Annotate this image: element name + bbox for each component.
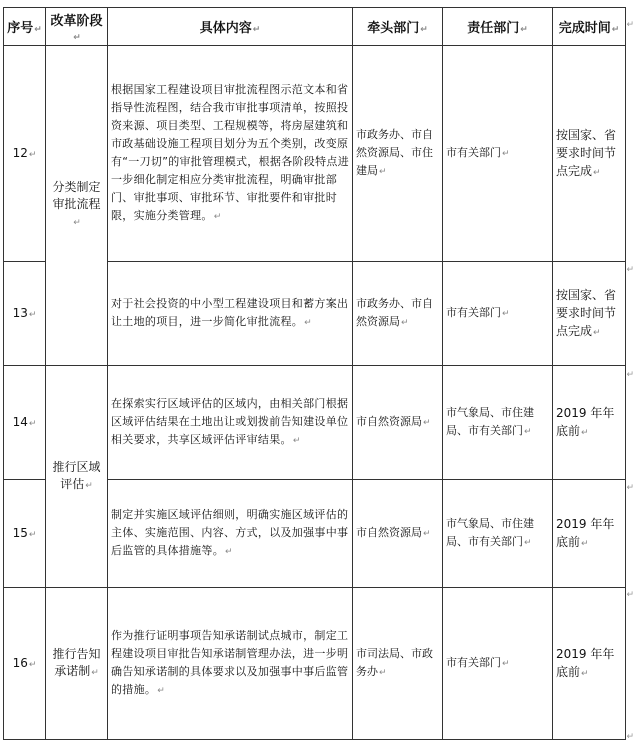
content-cell: 在探索实行区域评估的区域内，由相关部门根据区域评估结果在土地出让或划拨前告知建设单位相关要求，共享区域评估评审结果。↵	[108, 366, 353, 480]
row-number: 12↵	[4, 46, 46, 262]
row-number: 14↵	[4, 366, 46, 480]
content-cell: 作为推行证明事项告知承诺制试点城市，制定工程建设项目审批告知承诺制管理办法，进一步明确告知承诺制的具体要求以及加强事中事后监管的措施。↵	[108, 588, 353, 740]
row-end-mark: ↵	[626, 370, 634, 380]
table-row	[4, 46, 626, 262]
row-end-mark: ↵	[626, 590, 634, 600]
lead-dept-cell: 市政务办、市自然资源局↵	[353, 262, 443, 366]
resp-dept-cell: 市气象局、市住建局、市有关部门↵	[443, 480, 553, 588]
lead-dept-cell: 市自然资源局↵	[353, 366, 443, 480]
content-cell: 对于社会投资的中小型工程建设项目和蓄方案出让土地的项目，进一步简化审批流程。↵	[108, 262, 353, 366]
header-content: 具体内容↵	[108, 8, 353, 46]
deadline-cell: 2019 年年底前↵	[553, 588, 626, 740]
header-no: 序号↵	[4, 8, 46, 46]
row-end-mark: ↵	[626, 732, 634, 742]
row-end-mark: ↵	[626, 265, 634, 275]
resp-dept-cell: 市气象局、市住建局、市有关部门↵	[443, 366, 553, 480]
lead-dept-cell: 市政务办、市自然资源局、市住建局↵	[353, 46, 443, 262]
resp-dept-cell: 市有关部门↵	[443, 588, 553, 740]
lead-dept-cell: 市司法局、市政务办↵	[353, 588, 443, 740]
content-cell: 根据国家工程建设项目审批流程图示范文本和省指导性流程图，结合我市审批事项清单，按照投资来源、项目类型、工程规模等，将房屋建筑和市政基础设施工程项目划分为五个类别，改变原有“一刀切”的审批管理模式，根据各阶段特点进一步细化制定相应分类审批流程，明确审批部门、审批事项、审批环节、审批要件和审批时限，实施分类管理。↵	[108, 46, 353, 262]
header-stage: 改革阶段↵	[46, 8, 108, 46]
row-number: 16↵	[4, 588, 46, 740]
deadline-cell: 按国家、省要求时间节点完成↵	[553, 262, 626, 366]
deadline-cell: 2019 年年底前↵	[553, 480, 626, 588]
row-end-mark: ↵	[626, 20, 634, 30]
deadline-cell: 按国家、省要求时间节点完成↵	[553, 46, 626, 262]
lead-dept-cell: 市自然资源局↵	[353, 480, 443, 588]
row-end-mark: ↵	[626, 483, 634, 493]
row-number: 13↵	[4, 262, 46, 366]
stage-cell-region: 推行区域评估↵	[46, 366, 108, 588]
header-time: 完成时间↵	[553, 8, 626, 46]
table-row	[4, 588, 626, 740]
header-resp: 责任部门↵	[443, 8, 553, 46]
table-row	[4, 366, 626, 480]
stage-cell-classify: 分类制定审批流程↵	[46, 46, 108, 366]
header-row	[4, 8, 626, 46]
deadline-cell: 2019 年年底前↵	[553, 366, 626, 480]
header-lead: 牵头部门↵	[353, 8, 443, 46]
row-number: 15↵	[4, 480, 46, 588]
resp-dept-cell: 市有关部门↵	[443, 262, 553, 366]
content-cell: 制定并实施区域评估细则，明确实施区域评估的主体、实施范围、内容、方式，以及加强事中事后监管的具体措施等。↵	[108, 480, 353, 588]
reform-table	[3, 7, 626, 740]
resp-dept-cell: 市有关部门↵	[443, 46, 553, 262]
stage-cell-notify: 推行告知承诺制↵	[46, 588, 108, 740]
